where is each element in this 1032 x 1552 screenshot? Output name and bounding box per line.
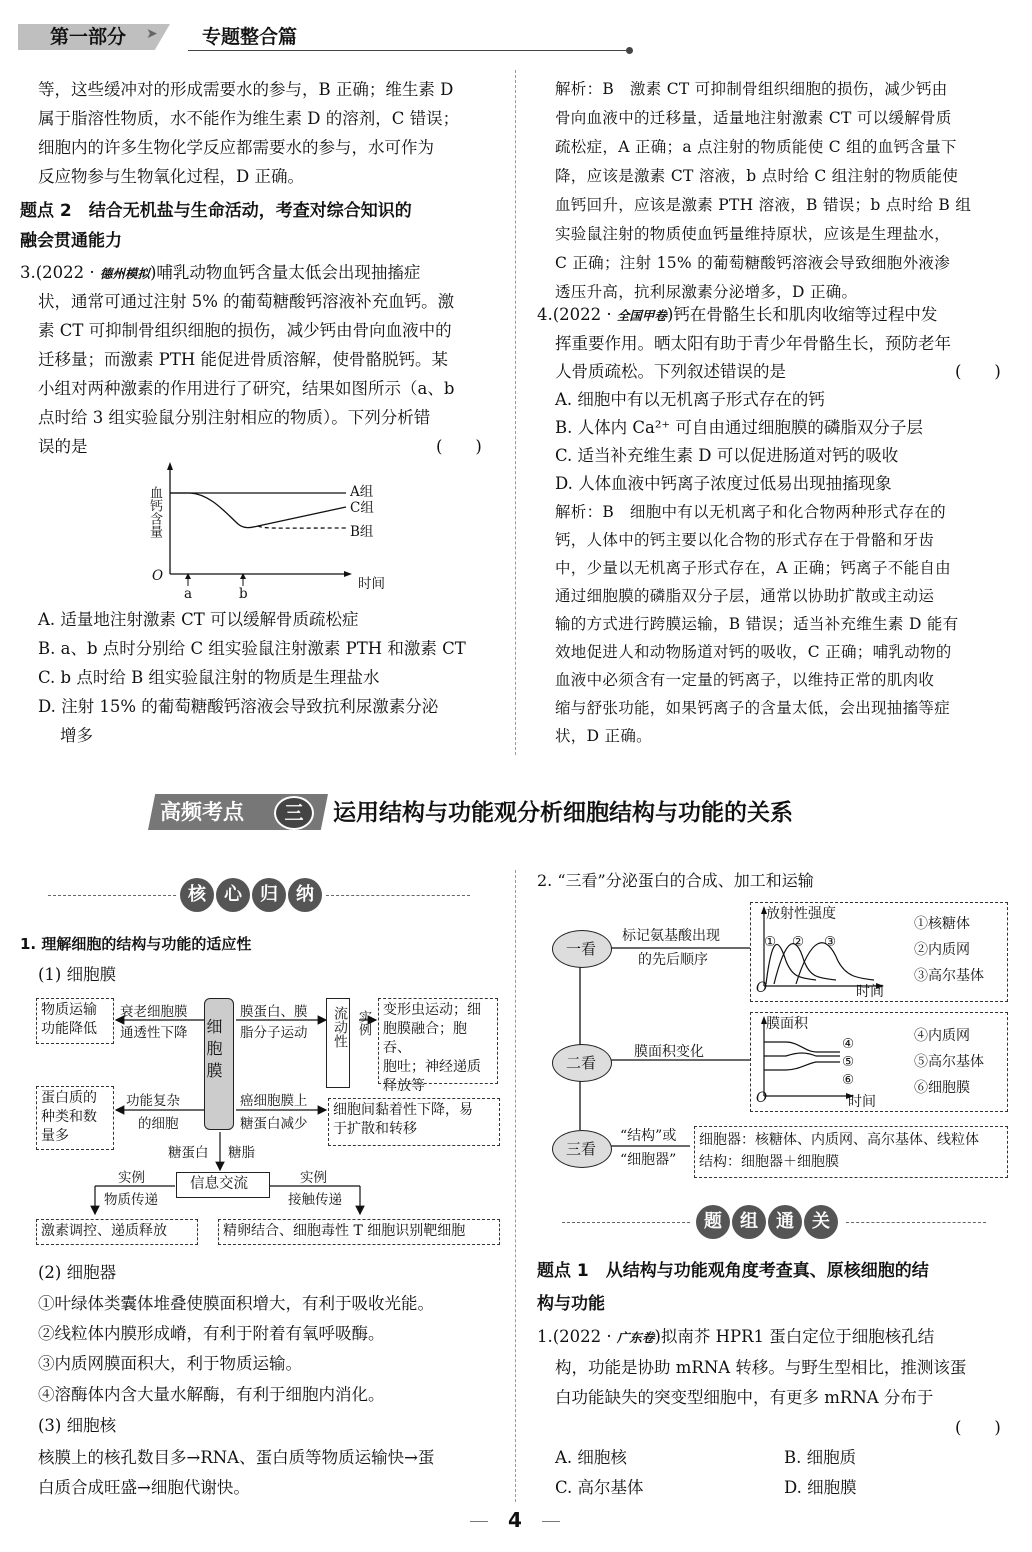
q4-line-1: 钙在骨骼生长和肌肉收缩等过程中发	[673, 305, 938, 324]
example2-label: 实例	[300, 1170, 327, 1186]
section-banner	[148, 794, 328, 830]
fluid-label-1: 膜蛋白、膜	[240, 1004, 308, 1020]
analysis3-line-5: 血钙回升，应该是激素 PTH 溶液，B 错误；b 点时给 B 组	[555, 196, 972, 214]
aging-result-box	[36, 998, 114, 1044]
cont-line-4: 反应物参与生物氧化过程，D 正确。	[38, 167, 304, 186]
legend-c: C组	[350, 500, 374, 516]
analysis4-line-9: 状，D 正确。	[555, 727, 652, 745]
header-part: 第一部分	[50, 26, 127, 48]
group-heading-4: 关	[804, 1205, 838, 1239]
q3-source: 德州模拟	[99, 266, 150, 281]
q3-line-4: 迁移量；而激素 PTH 能促进骨质溶解，使骨骼脱钙。某	[38, 350, 448, 369]
q3-line-7: 误的是	[38, 437, 88, 456]
graph1-xlabel: 时间	[856, 984, 884, 1000]
q4-option-c[interactable]: C. 适当补充维生素 D 可以促进肠道对钙的吸收	[555, 446, 899, 465]
golgi-curve	[764, 1053, 840, 1056]
q1-option-d[interactable]: D. 细胞膜	[784, 1478, 857, 1497]
q4-source: 全国甲卷	[616, 308, 667, 323]
analysis3-line-2: 骨向血液中的迁移量，适量地注射激素 CT 可以缓解骨质	[555, 109, 952, 127]
organelle-4: ④溶酶体内含大量水解酶，有利于细胞内消化。	[38, 1385, 385, 1404]
series-c-line	[170, 493, 346, 528]
graph1-peak-3: ③	[824, 934, 837, 950]
membrane-curve	[764, 1062, 840, 1070]
cont-line-3: 细胞内的许多生物化学反应都需要水的参与，水可作为	[38, 138, 434, 157]
legend-b: B组	[350, 524, 374, 540]
look3-box-line-2: 结构：细胞器＋细胞膜	[699, 1154, 839, 1170]
graph1-ylabel: 放射性强度	[766, 906, 836, 922]
contact-text: 精卵结合、细胞毒性 T 细胞识别靶细胞	[223, 1223, 466, 1239]
analysis4-line-4: 通过细胞膜的磷脂双分子层，通常以协助扩散或主动运	[555, 587, 935, 605]
q3-number: 3.	[20, 263, 36, 282]
fluidity-label: 流动性	[332, 1006, 348, 1048]
q4-option-d[interactable]: D. 人体血液中钙离子浓度过低易出现抽搐现象	[555, 474, 892, 493]
core-rule-right	[326, 895, 470, 896]
aging-result-1: 物质运输	[41, 1002, 97, 1018]
analysis4-line-8: 缩与舒张功能，如果钙离子的含量太低，会出现抽搐等症	[555, 699, 951, 717]
q4-option-b[interactable]: B. 人体内 Ca²⁺ 可自由通过细胞膜的磷脂双分子层	[555, 418, 923, 437]
group-heading-2: 组	[732, 1205, 766, 1239]
q1-number: 1.	[537, 1327, 553, 1346]
header-bar	[18, 24, 630, 52]
analysis3-line-7: C 正确；注射 15% 的葡萄糖酸钙溶液会导致细胞外液渗	[555, 254, 950, 272]
graph2-legend-4: ④内质网	[914, 1028, 970, 1044]
banner-tag: 高频考点	[160, 800, 244, 824]
cancer-text-2: 于扩散和转移	[333, 1121, 417, 1137]
fluid-example-4: 释放等	[383, 1078, 425, 1094]
q3-line-5: 小组对两种激素的作用进行了研究，结果如图所示（a、b	[38, 379, 455, 398]
organelle-3: ③内质网膜面积大，利于物质运输。	[38, 1354, 302, 1373]
q1-year: (2022 ·	[552, 1327, 617, 1346]
q3-line-1: 哺乳动物血钙含量太低会出现抽搐症	[156, 263, 421, 282]
graph1-peak-2: ②	[792, 934, 805, 950]
topic2-line-1: 题点 2 结合无机盐与生命活动，考查对综合知识的	[20, 201, 412, 221]
aging-label-1: 衰老细胞膜	[120, 1004, 188, 1020]
q3-option-c[interactable]: C. b 点时给 B 组实验鼠注射的物质是生理盐水	[38, 668, 380, 687]
analysis4-line-3: 中，少量以无机离子形式存在，A 正确；钙离子不能自由	[555, 559, 951, 577]
cont-line-1: 等，这些缓冲对的形成需要水的参与，B 正确；维生素 D	[38, 80, 454, 99]
q3-line-2: 状，通常可通过注射 5% 的葡萄糖酸钙溶液补充血钙。激	[38, 292, 455, 311]
banner-title: 运用结构与功能观分析细胞结构与功能的关系	[333, 800, 793, 826]
look3-box	[694, 1126, 1008, 1178]
chart-tick-a: a	[184, 586, 193, 602]
q1-line-2: 构，功能是协助 mRNA 转移。与野生型相比，推测该蛋	[555, 1358, 967, 1377]
graph2-mark-4: ④	[842, 1036, 855, 1052]
graph2-legend-5: ⑤高尔基体	[914, 1054, 984, 1070]
cont-line-2: 属于脂溶性物质，水不能作为维生素 D 的溶剂，C 错误；	[38, 109, 460, 128]
core-item1: 1. 理解细胞的结构与功能的适应性	[20, 935, 252, 953]
graph2-mark-5: ⑤	[842, 1054, 855, 1070]
er-curve	[764, 1042, 840, 1052]
nucleus-line-1: 核膜上的核孔数目多→RNA、蛋白质等物质运输快→蛋	[38, 1448, 435, 1467]
chart-xlabel: 时间	[358, 576, 385, 592]
fluid-example-label: 实例	[356, 1010, 371, 1036]
fluid-examples-box	[378, 998, 498, 1094]
topic1-line-2: 构与功能	[537, 1294, 605, 1314]
analysis3-line-6: 实验鼠注射的物质使血钙量维持原状，应该是生理盐水，	[555, 225, 951, 243]
fluid-example-1: 变形虫运动；细	[383, 1002, 481, 1018]
q3-option-d[interactable]: D. 注射 15% 的葡萄糖酸钙溶液会导致抗利尿激素分泌	[38, 697, 439, 716]
chart-x-arrow	[344, 571, 352, 577]
chart-ylabel: 血钙含量	[147, 486, 162, 538]
look3-text-2: “细胞器”	[620, 1152, 677, 1168]
q3-first-line: 3.(2022 · 德州模拟)哺乳动物血钙含量太低会出现抽搐症	[20, 263, 421, 282]
topic1-line-1: 题点 1 从结构与功能观角度考查真、原核细胞的结	[537, 1261, 929, 1281]
organelle-2: ②线粒体内膜形成嵴，有利于附着有氧呼吸酶。	[38, 1324, 385, 1343]
footer-dash-right	[542, 1521, 560, 1522]
topic2-line-2: 融会贯通能力	[20, 231, 122, 251]
legend-a: A组	[350, 484, 374, 500]
nucleus-line-2: 白质合成旺盛→细胞代谢快。	[38, 1478, 250, 1497]
graph1-origin: O	[756, 980, 768, 996]
graph1-legend-2: ②内质网	[914, 942, 970, 958]
header-section: 专题整合篇	[202, 26, 298, 48]
graph1-legend-1: ①核糖体	[914, 916, 970, 932]
banner-num: 三	[274, 796, 314, 830]
q3-option-d-cont: 增多	[60, 726, 93, 745]
cancer-text-1: 细胞间黏着性下降，易	[333, 1102, 473, 1118]
q3-line-6: 点时给 3 组实验鼠分别注射相应的物质）。下列分析错	[38, 408, 431, 427]
look2-label: 二看	[566, 1054, 597, 1072]
core-sub2: (2) 细胞器	[38, 1263, 117, 1282]
look1-text-2: 的先后顺序	[638, 952, 708, 968]
analysis3-line-1: 解析：B 激素 CT 可抑制骨组织细胞的损伤，减少钙由	[555, 80, 948, 98]
organelle-1: ①叶绿体类囊体堆叠使膜面积增大，有利于吸收光能。	[38, 1294, 434, 1313]
analysis3-line-8: 透压升高，抗利尿激素分泌增多，D 正确。	[555, 283, 858, 301]
look1-label: 一看	[566, 940, 597, 958]
series-b-line	[258, 526, 346, 528]
core-heading-2: 心	[216, 878, 250, 912]
graph2-legend-6: ⑥细胞膜	[914, 1080, 970, 1096]
q1-line-1: 拟南芥 HPR1 蛋白定位于细胞核孔结	[660, 1327, 935, 1346]
graph2-ylabel: 膜面积	[766, 1016, 808, 1032]
q3-option-a[interactable]: A. 适量地注射激素 CT 可以缓解骨质疏松症	[38, 610, 359, 629]
aging-result-2: 功能降低	[41, 1021, 97, 1037]
q4-option-a[interactable]: A. 细胞中有以无机离子形式存在的钙	[555, 390, 825, 409]
analysis3-line-4: 降，应该是激素 CT 溶液，b 点时给 C 组注射的物质能使	[555, 167, 959, 185]
core-heading-3: 归	[252, 878, 286, 912]
core-rule-left	[48, 895, 176, 896]
glyco-lipid: 糖脂	[228, 1145, 255, 1161]
q3-line-3: 素 CT 可抑制骨组织细胞的损伤，减少钙由骨向血液中的	[38, 321, 452, 340]
chart-y-arrow	[167, 462, 173, 470]
analysis4-line-5: 输的方式进行跨膜运输，B 错误；适当补充维生素 D 能有	[555, 615, 959, 633]
q1-answer-paren[interactable]: ( )	[955, 1418, 1001, 1437]
protein-box	[36, 1086, 114, 1150]
q1-option-c[interactable]: C. 高尔基体	[555, 1478, 644, 1497]
protein-text-2: 种类和数	[41, 1109, 97, 1125]
look3-box-line-1: 细胞器：核糖体、内质网、高尔基体、线粒体	[699, 1132, 979, 1148]
secretion-title: 2. “三看”分泌蛋白的合成、加工和运输	[537, 871, 814, 890]
look3-text-1: “结构”或	[620, 1128, 677, 1144]
analysis4-line-7: 血液中必须含有一定量的钙离子，以维持正常的肌肉收	[555, 671, 935, 689]
q4-year: (2022 ·	[552, 305, 617, 324]
graph2-xlabel: 时间	[848, 1094, 876, 1110]
hormone-box	[36, 1219, 198, 1245]
q3-answer-paren[interactable]: ( )	[436, 437, 482, 456]
protein-text-3: 量多	[41, 1128, 69, 1144]
fluid-label-2: 脂分子运动	[240, 1025, 308, 1041]
fluid-example-3: 胞吐；神经递质	[383, 1059, 481, 1075]
cancer-label-1: 癌细胞膜上	[240, 1093, 308, 1109]
q1-line-3: 白功能缺失的突变型细胞中，有更多 mRNA 分布于	[555, 1388, 934, 1407]
core-heading-1: 核	[180, 878, 214, 912]
analysis4-line-6: 效地促进人和动物肠道对钙的吸收，C 正确；哺乳动物的	[555, 643, 952, 661]
look2-text: 膜面积变化	[634, 1044, 704, 1060]
info-exchange: 信息交流	[190, 1176, 248, 1192]
q4-line-3: 人骨质疏松。下列叙述错误的是	[555, 362, 786, 381]
page-number: 4	[508, 1508, 522, 1532]
group-heading-1: 题	[696, 1205, 730, 1239]
header-rule	[188, 50, 628, 51]
column-divider-bottom	[515, 870, 516, 1502]
header-arrow-icon: ➤	[146, 26, 158, 42]
footer-dash-left	[470, 1521, 488, 1522]
core-sub3: (3) 细胞核	[38, 1416, 117, 1435]
complex-label-1: 功能复杂	[126, 1093, 180, 1109]
q1-option-b[interactable]: B. 细胞质	[784, 1448, 857, 1467]
q1-source: 广东卷	[616, 1330, 655, 1345]
q1-option-a[interactable]: A. 细胞核	[555, 1448, 627, 1467]
graph1-legend-3: ③高尔基体	[914, 968, 984, 984]
membrane-center-label: 细胞膜	[204, 1018, 223, 1084]
fluid-example-2: 胞膜融合；胞吞、	[383, 1021, 467, 1056]
analysis4-line-2: 钙，人体中的钙主要以化合物的形式存在于骨骼和牙齿	[555, 531, 935, 549]
graph1-peak-1: ①	[764, 934, 777, 950]
q4-first-line: 4.(2022 · 全国甲卷)钙在骨骼生长和肌肉收缩等过程中发	[537, 305, 938, 324]
example1-label: 实例	[118, 1170, 145, 1186]
cancer-label-2: 糖蛋白减少	[240, 1116, 308, 1132]
group-rule-right	[846, 1222, 986, 1223]
look1-text-1: 标记氨基酸出现	[622, 928, 720, 944]
q3-year: (2022 ·	[35, 263, 100, 282]
glyco-protein: 糖蛋白	[168, 1145, 209, 1161]
q3-option-b[interactable]: B. a、b 点时分别给 C 组实验鼠注射激素 PTH 和激素 CT	[38, 639, 466, 658]
core-sub1: (1) 细胞膜	[38, 965, 117, 984]
q1-first-line: 1.(2022 · 广东卷)拟南芥 HPR1 蛋白定位于细胞核孔结	[537, 1327, 935, 1346]
group-heading-3: 通	[768, 1205, 802, 1239]
example2-sub: 接触传递	[288, 1192, 342, 1208]
example1-sub: 物质传递	[104, 1192, 158, 1208]
contact-box	[218, 1219, 500, 1245]
q4-answer-paren[interactable]: ( )	[955, 362, 1001, 381]
chart-tick-b: b	[239, 586, 248, 602]
complex-label-2: 的细胞	[138, 1116, 179, 1132]
aging-label-2: 通透性下降	[120, 1025, 188, 1041]
header-dot	[626, 47, 633, 54]
column-divider-top	[515, 70, 516, 755]
q4-line-2: 挥重要作用。晒太阳有助于青少年骨骼生长，预防老年	[555, 334, 951, 353]
core-heading-4: 纳	[288, 878, 322, 912]
hormone-text: 激素调控、递质释放	[41, 1223, 167, 1239]
analysis4-line-1: 解析：B 细胞中有以无机离子和化合物两种形式存在的	[555, 503, 946, 521]
look3-label: 三看	[566, 1140, 597, 1158]
graph2-mark-6: ⑥	[842, 1072, 855, 1088]
protein-text-1: 蛋白质的	[41, 1090, 97, 1106]
chart-origin: O	[152, 568, 164, 584]
cancer-box	[328, 1098, 500, 1146]
q4-number: 4.	[537, 305, 553, 324]
graph2-origin: O	[756, 1090, 768, 1106]
analysis3-line-3: 疏松症，A 正确；a 点注射的物质能使 C 组的血钙含量下	[555, 138, 957, 156]
group-rule-left	[562, 1222, 690, 1223]
